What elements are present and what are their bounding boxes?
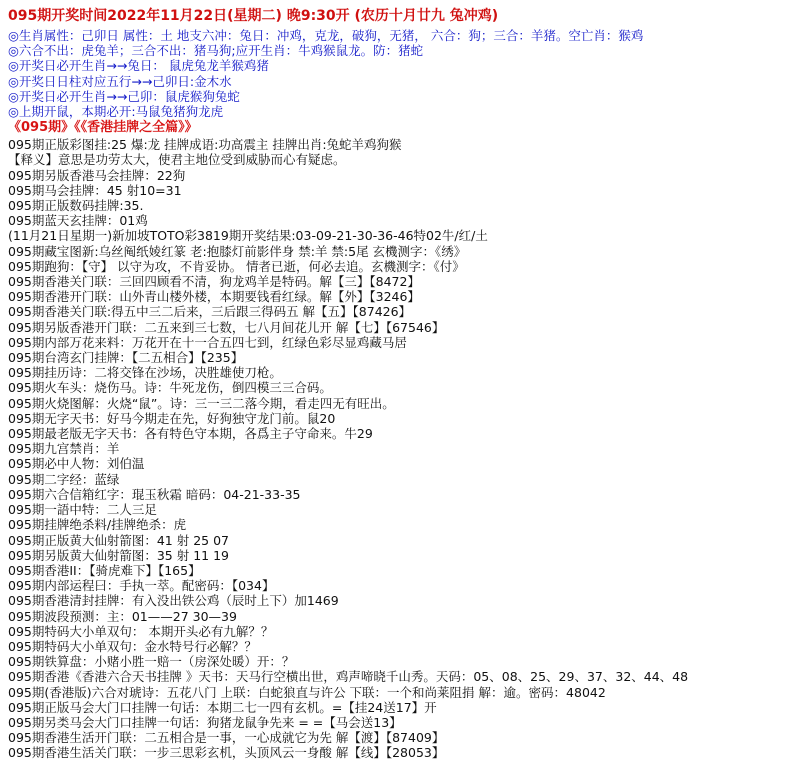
doc-line-toto-result: (11月21日星期一)新加坡TOTO彩3819期开奖结果:03-09-21-30-36-46特02牛/红/土 <box>8 228 488 244</box>
doc-line-zhengban-shuma: 095期正版数码挂牌:35. <box>8 198 144 214</box>
doc-line-hk-guapai-ii: 095期香港II：【骑虎难下】【165】 <box>8 562 201 578</box>
page-title: 095期开奖时间2022年11月22日(星期二) 晚9:30开 (农历十月廿九 兔冲鸡) <box>8 8 499 24</box>
doc-line-hk-mahui-damenkou-2: 095期另类马会大门口挂牌一句话：狗猪龙鼠争先来 = =【马会送13】 <box>8 714 402 730</box>
doc-line-shangqi-kaishu: ◎上期开鼠，本期必开:马鼠兔猪狗龙虎 <box>8 104 224 120</box>
doc-line-liuhe-not-out: ◎六合不出：虎兔羊；三合不出：猪马狗;应开生肖：牛鸡猴鼠龙。防：猪蛇 <box>8 43 424 59</box>
doc-line-hk-shenghuo-guanmen: 095期香港生活关门联：一步三思彩玄机，头顶风云一身酸 解【线】【28053】 <box>8 745 445 761</box>
doc-line-erzi-jing: 095期二字经：蓝绿 <box>8 471 120 487</box>
doc-line-neibu-wanhua: 095期内部万花来料：万花开在十一合五四七到，红绿色彩尽显鸡藏马居 <box>8 334 407 350</box>
doc-line-lingban-hk-kaimen: 095期另版香港开门联：二五来到三七数，七八月间花儿开 解【七】【67546】 <box>8 319 445 335</box>
doc-line-huoche-tou: 095期火车头：烧伤马。诗：牛死龙伤，倒四模三三合码。 <box>8 380 332 396</box>
doc-line-wuzi-tianshu: 095期无字天书：好马今期走在先，好狗独守龙门前。鼠20 <box>8 410 336 426</box>
doc-line-yiyu-zhongte: 095期一語中特：二人三足 <box>8 502 157 518</box>
doc-line-ma-hui-guapai: 095期马会挂牌：45 射10=31 <box>8 182 182 198</box>
doc-line-cangbao-tu: 095期藏宝图新:乌丝阄纸婈红篆 老:抱膝灯前影伴身 禁:羊 禁:5尾 玄機测字：《绣》 <box>8 243 467 259</box>
doc-line-kaijiang-zhuduiying: ◎开奖日日柱对应五行→→己卯日:金木水 <box>8 73 232 89</box>
doc-line-liuhe-xinxiang-hongzi: 095期六合信箱红字：琨玉秋霜 暗码：04-21-33-35 <box>8 486 301 502</box>
doc-line-hk-guanmen-lian: 095期香港关门联：三回四顾看不清，狗龙鸡羊是特码。解【三】【8472】 <box>8 274 420 290</box>
doc-line-kaijiang-bichu-1: ◎开奖日必开生肖→→兔日： 鼠虎兔龙羊猴鸡猪 <box>8 58 269 74</box>
doc-line-tiesuan-pan: 095期铁算盘：小赌小胜一赔一（房深处暖）开：？ <box>8 654 295 670</box>
doc-line-hk-liuhe-tianshu: 095期香港《香港六合天书挂牌 》天书：天马行空横出世，鸡声啼晓千山秀。天码：05、08、25、29、37、32、44、48 <box>8 669 689 685</box>
doc-line-hk-guanmen-lian2: 095期香港关门联:得五中三二后来，三后跟三得码五 解【五】【87426】 <box>8 304 412 320</box>
doc-line-hk-liuhe-duimashi: 095期(香港版)六合对琥诗：五花八门 上联：白蛇狼直与许公 下联：一个和尚莱阻捐 解：逾。密码：48042 <box>8 684 606 700</box>
doc-line-lingban-huangdaxian: 095期另版黄大仙射箭图：35 射 11 19 <box>8 547 229 563</box>
doc-line-taiwan-xuanmen: 095期台湾玄门挂牌：【二五相合】【235】 <box>8 350 244 366</box>
doc-line-guali-shi: 095期挂历诗：二将交锋在沙场，决胜雄使刀枪。 <box>8 365 282 381</box>
doc-line-shiyi: 【释义】意思是功劳太大，使君主地位受到威胁而心有疑虑。 <box>8 152 346 168</box>
doc-line-tema-daxiao-danshuang1: 095期特码大小单双句： 本期开头必有九解？？ <box>8 623 274 639</box>
doc-line-neibu-yunchengyue: 095期内部运程曰：手执一萃。配密码：【034】 <box>8 578 275 594</box>
doc-line-zuilao-wuzi-tianshu: 095期最老版无字天书：各有特色守本期，各爲主子守命来。牛29 <box>8 426 373 442</box>
doc-line-hk-shenghuo-kaimen: 095期香港生活开门联：二五相合是一事，一心成就它为先 解【渡】【87409】 <box>8 730 445 746</box>
doc-line-kaijiang-bichu-2: ◎开奖日必开生肖→→己卯：鼠虎猴狗兔蛇 <box>8 88 240 104</box>
doc-line-zhengban-huangdaxian: 095期正版黄大仙射箭图：41 射 25 07 <box>8 532 229 548</box>
doc-line-paoma-shou: 095期跑狗：【守】 以守为攻，不肯妥协。 情者已逝，何必去追。玄機测字：《付》 <box>8 258 465 274</box>
doc-line-lingban-hk-ma: 095期另版香港马会挂牌：22狗 <box>8 167 186 183</box>
doc-line-tema-daxiao-danshuang2: 095期特码大小单双句：金水特号行必解？？ <box>8 638 257 654</box>
doc-line-hk-kaimen-lian: 095期香港开门联：山外青山楼外楼，本期要钱看红绿。解【外】【3246】 <box>8 289 420 305</box>
doc-line-zhengban-caitu: 095期正版彩图挂:25 爆:龙 挂牌成语:功高震主 挂牌出肖:兔蛇羊鸡狗猴 <box>8 137 402 153</box>
doc-line-jiugong-jinxiao: 095期九宫禁肖：羊 <box>8 441 120 457</box>
doc-line-boduan-yuce: 095期波段预测：主：01——27 30—39 <box>8 608 237 624</box>
doc-line-bizhong-renwu: 095期必中人物：刘伯温 <box>8 456 145 472</box>
document-body <box>8 28 802 761</box>
doc-line-hk-qingfeng-guapai: 095期香港清封挂牌：有入没出铁公鸡（辰时上下）加1469 <box>8 593 339 609</box>
doc-line-section-header: 《095期》《《香港挂牌之全篇》》 <box>8 120 198 136</box>
doc-line-guapai-juesha: 095期挂牌绝杀料/挂牌绝杀：虎 <box>8 517 187 533</box>
doc-line-zodiac-attr: ◎生肖属性：己卯日 属性：土 地支六冲：兔日：冲鸡，克龙，破狗，无猪， 六合：狗；三合：羊猪。空亡肖：猴鸡 <box>8 28 644 43</box>
doc-line-huoshao-tujie: 095期火烧图解：火烧“鼠”。诗：三一三二落今期，看走四无有旺出。 <box>8 395 395 411</box>
doc-line-lantian-xuan: 095期蓝天玄挂牌：01鸡 <box>8 213 148 229</box>
doc-line-hk-mahui-damenkou-1: 095期正版马会大门口挂牌一句话：本期二七一四有玄机。=【挂24送17】开 <box>8 699 437 715</box>
